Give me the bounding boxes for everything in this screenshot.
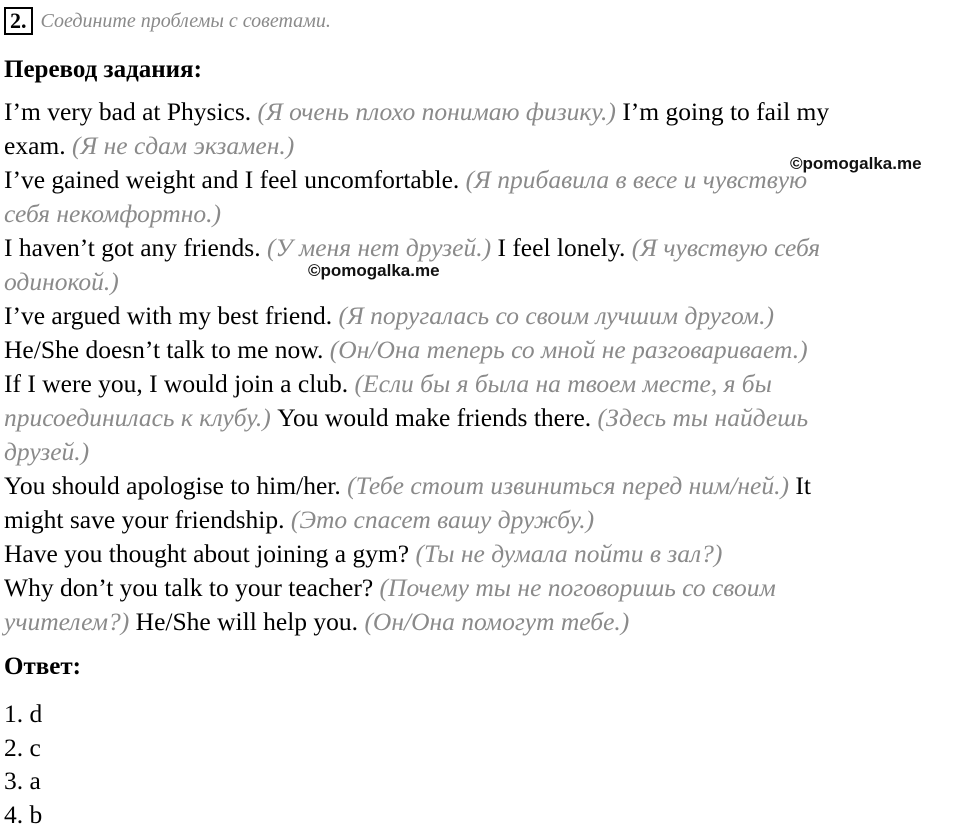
english-sentence: Why don’t you talk to your teacher? bbox=[4, 573, 373, 602]
russian-translation: (Я поругалась со своим лучшим другом.) bbox=[338, 301, 773, 330]
russian-translation: (Тебе стоит извиниться перед ним/ней.) bbox=[347, 471, 789, 500]
english-sentence: might save your friendship. bbox=[4, 505, 284, 534]
english-sentence: I’ve gained weight and I feel uncomfortable. bbox=[4, 165, 459, 194]
answer-heading: Ответ: bbox=[4, 652, 81, 682]
translation-line bbox=[4, 537, 958, 571]
english-sentence: It bbox=[795, 471, 811, 500]
english-sentence: You should apologise to him/her. bbox=[4, 471, 341, 500]
translation-line bbox=[4, 605, 958, 639]
russian-translation: (Если бы я была на твоем месте, я бы bbox=[355, 369, 772, 398]
english-sentence: If I were you, I would join a club. bbox=[4, 369, 348, 398]
russian-translation: (Почему ты не поговоришь со своим bbox=[380, 573, 776, 602]
russian-translation: (Здесь ты найдешь bbox=[598, 403, 809, 432]
translation-line bbox=[4, 401, 958, 435]
russian-translation: друзей.) bbox=[4, 437, 89, 466]
translation-line bbox=[4, 231, 958, 265]
russian-translation: (Я прибавила в весе и чувствую bbox=[466, 165, 807, 194]
english-sentence: I’m very bad at Physics. bbox=[4, 97, 251, 126]
translation-line bbox=[4, 95, 958, 129]
answer-item: 2. c bbox=[4, 731, 42, 765]
english-sentence: You would make friends there. bbox=[277, 403, 591, 432]
answer-item: 3. a bbox=[4, 764, 42, 798]
translation-line bbox=[4, 367, 958, 401]
translation-line bbox=[4, 435, 958, 469]
answer-item: 1. d bbox=[4, 697, 42, 731]
russian-translation: одинокой.) bbox=[4, 267, 119, 296]
watermark: ©pomogalka.me bbox=[790, 154, 922, 174]
task-instruction: Соедините проблемы с советами. bbox=[41, 10, 331, 33]
english-sentence: I haven’t got any friends. bbox=[4, 233, 261, 262]
answer-item: 4. b bbox=[4, 798, 42, 831]
english-sentence: I’m going to fail my bbox=[622, 97, 829, 126]
english-sentence: He/She doesn’t talk to me now. bbox=[4, 335, 323, 364]
english-sentence: I feel lonely. bbox=[497, 233, 625, 262]
english-sentence: He/She will help you. bbox=[136, 607, 358, 636]
english-sentence: I’ve argued with my best friend. bbox=[4, 301, 332, 330]
russian-translation: (Он/Она теперь со мной не разговаривает.) bbox=[330, 335, 808, 364]
russian-translation: (Он/Она помогут тебе.) bbox=[364, 607, 629, 636]
watermark: ©pomogalka.me bbox=[308, 261, 440, 281]
translation-heading: Перевод задания: bbox=[4, 55, 202, 85]
task-header bbox=[4, 7, 331, 35]
answers-list bbox=[4, 697, 42, 831]
translation-line bbox=[4, 197, 958, 231]
translation-line bbox=[4, 333, 958, 367]
english-sentence: exam. bbox=[4, 131, 66, 160]
translation-body bbox=[4, 95, 958, 639]
russian-translation: (Я не сдам экзамен.) bbox=[72, 131, 294, 160]
translation-line bbox=[4, 299, 958, 333]
russian-translation: (Я чувствую себя bbox=[632, 233, 820, 262]
english-sentence: Have you thought about joining a gym? bbox=[4, 539, 409, 568]
russian-translation: (Я очень плохо понимаю физику.) bbox=[258, 97, 616, 126]
translation-line bbox=[4, 265, 958, 299]
russian-translation: (Это спасет вашу дружбу.) bbox=[291, 505, 594, 534]
russian-translation: (Ты не думала пойти в зал?) bbox=[415, 539, 722, 568]
translation-line bbox=[4, 503, 958, 537]
russian-translation: присоединилась к клубу.) bbox=[4, 403, 271, 432]
translation-line bbox=[4, 469, 958, 503]
task-number: 2. bbox=[4, 7, 33, 35]
translation-line bbox=[4, 571, 958, 605]
russian-translation: (У меня нет друзей.) bbox=[267, 233, 491, 262]
russian-translation: себя некомфортно.) bbox=[4, 199, 221, 228]
russian-translation: учителем?) bbox=[4, 607, 129, 636]
